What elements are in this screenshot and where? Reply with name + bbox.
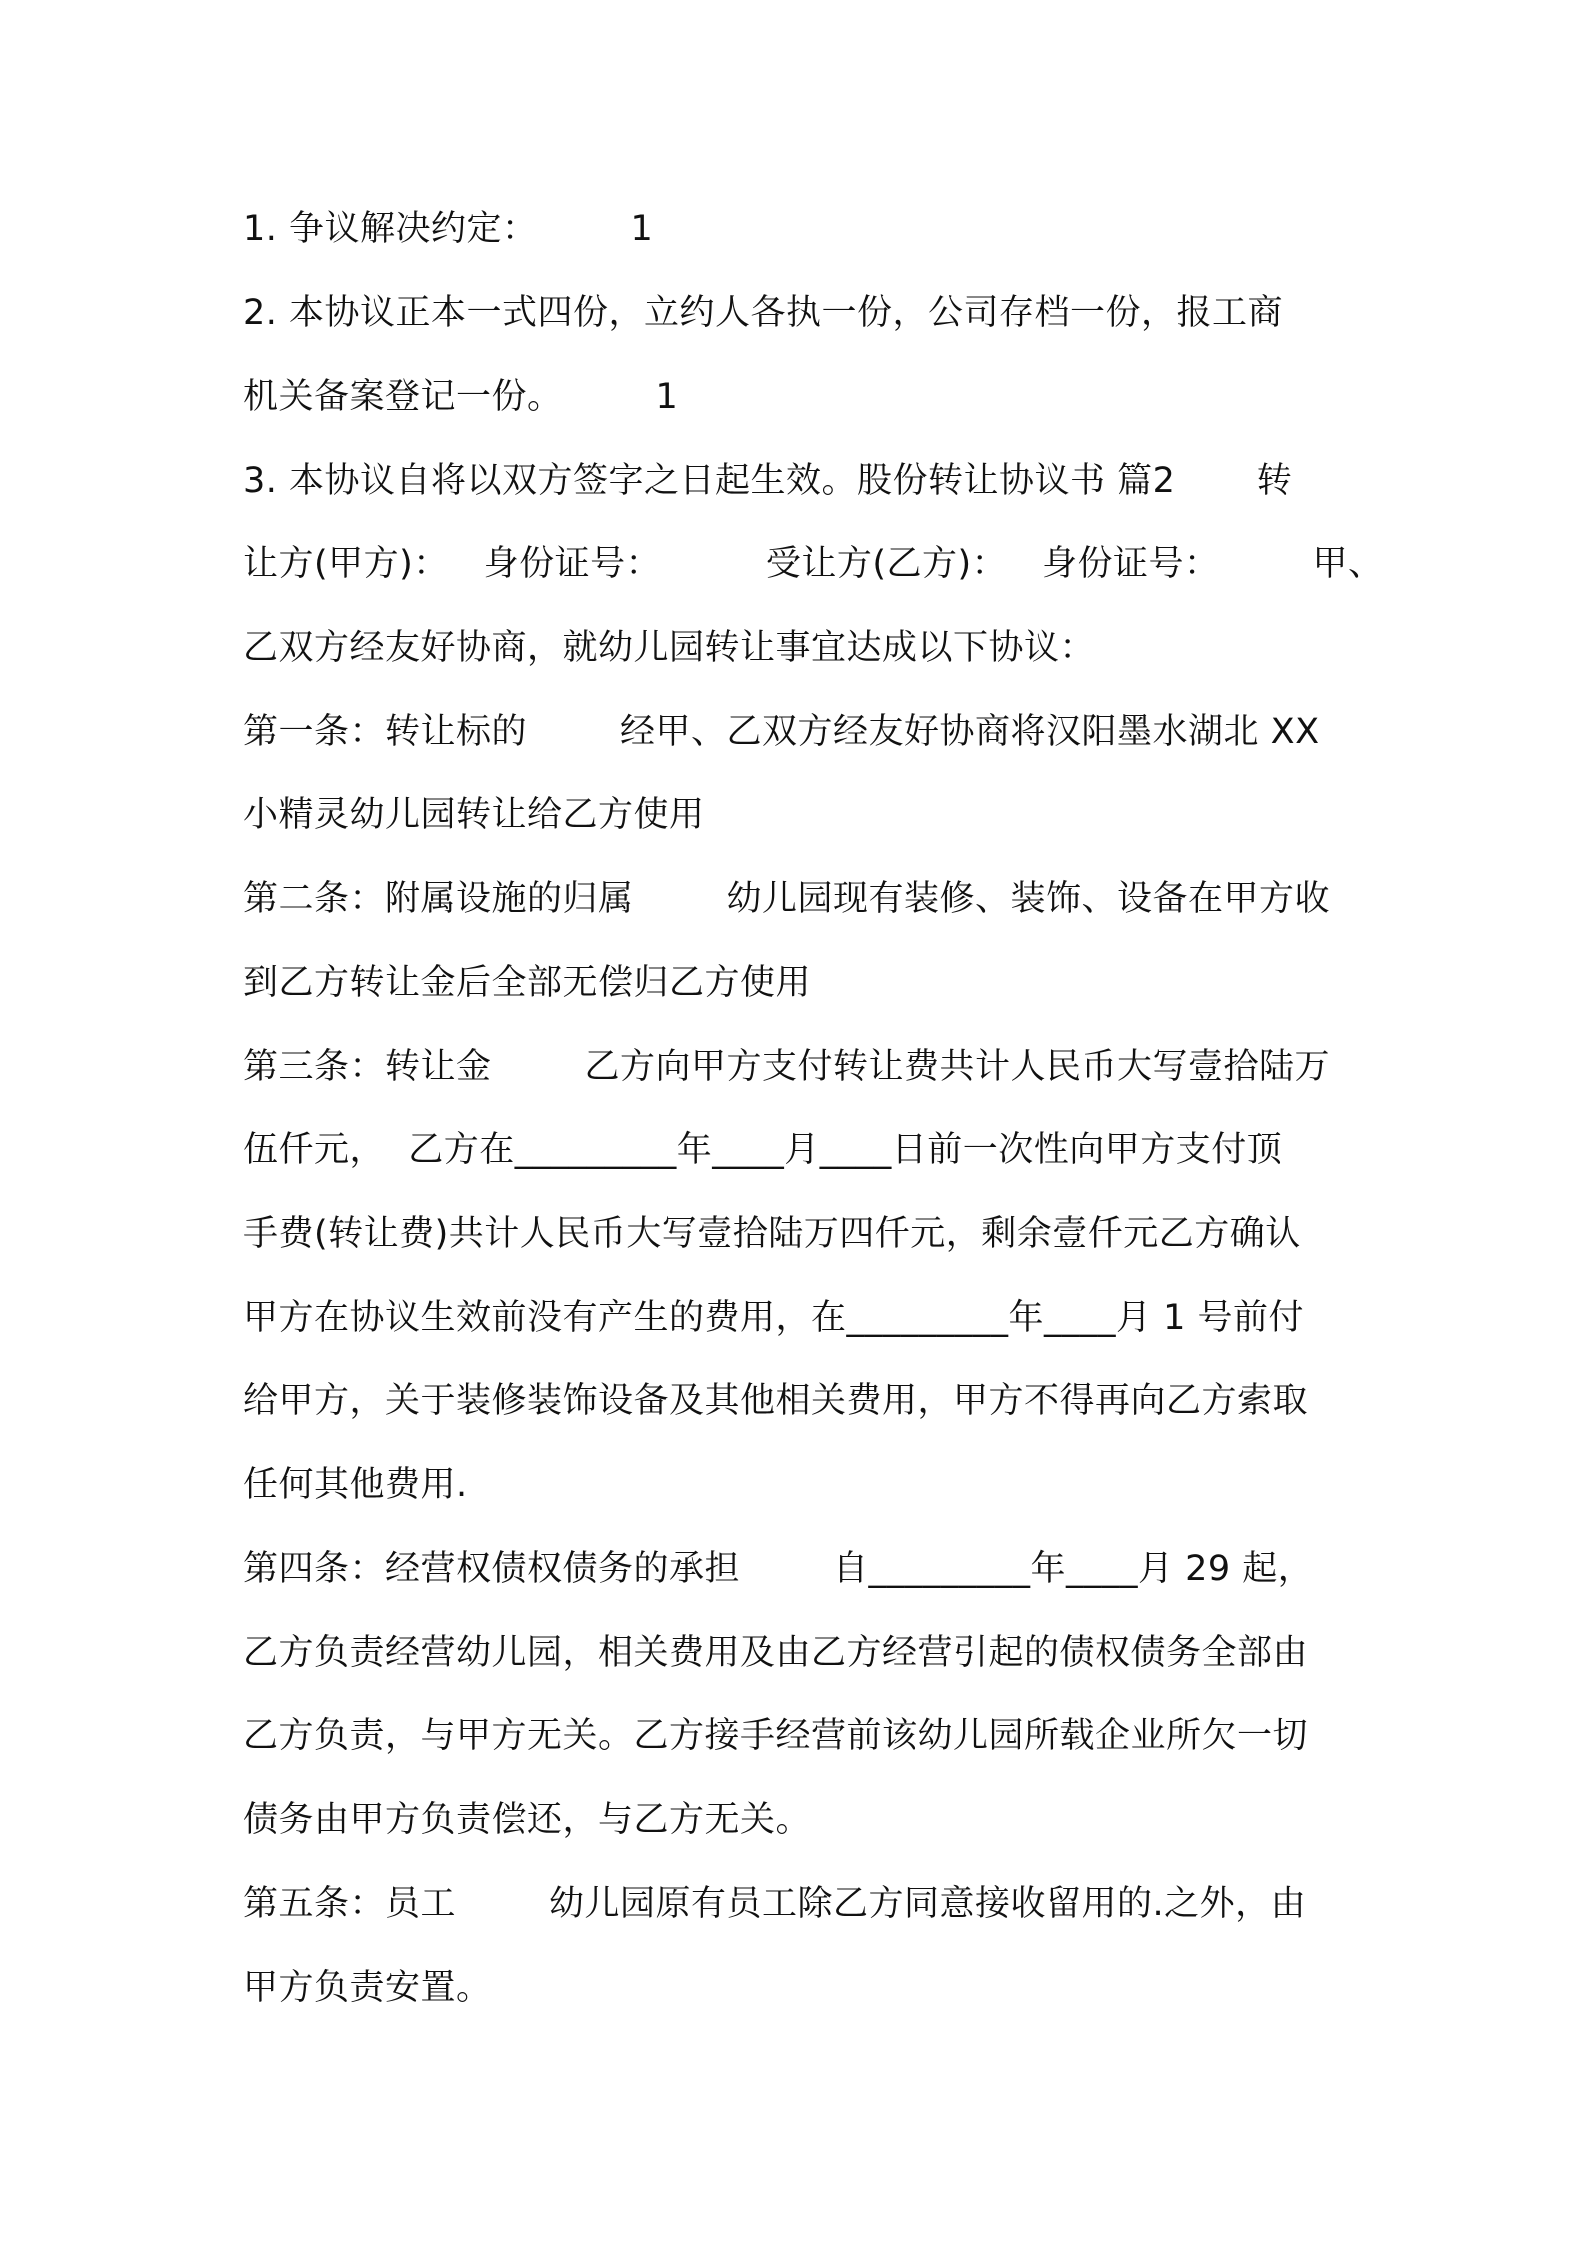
text-line: 给甲方，关于装修装饰设备及其他相关费用，甲方不得再向乙方索取 [243, 1381, 1309, 1421]
text-line: 第二条：附属设施的归属 幼儿园现有装修、装饰、设备在甲方收 [243, 879, 1331, 919]
text-line: 第五条：员工 幼儿园原有员工除乙方同意接收留用的.之外，由 [243, 1884, 1307, 1924]
text-line: 3. 本协议自将以双方签字之日起生效。股份转让协议书 篇2 转 [243, 461, 1293, 501]
text-line: 机关备案登记一份。 1 [243, 377, 679, 417]
text-line: 第三条：转让金 乙方向甲方支付转让费共计人民币大写壹拾陆万 [243, 1047, 1331, 1087]
text-line: 乙双方经友好协商，就幼儿园转让事宜达成以下协议： [243, 628, 1096, 668]
text-line: 让方(甲方)： 身份证号： 受让方(乙方)： 身份证号： 甲、 [243, 544, 1384, 584]
text-line: 手费(转让费)共计人民币大写壹拾陆万四仟元，剩余壹仟元乙方确认 [243, 1214, 1301, 1254]
text-line: 到乙方转让金后全部无偿归乙方使用 [243, 963, 812, 1003]
text-line: 乙方负责，与甲方无关。乙方接手经营前该幼儿园所载企业所欠一切 [243, 1716, 1309, 1756]
text-line: 乙方负责经营幼儿园，相关费用及由乙方经营引起的债权债务全部由 [243, 1633, 1309, 1673]
text-line: 甲方负责安置。 [243, 1968, 492, 2008]
text-line: 甲方在协议生效前没有产生的费用，在_________年____月 1 号前付 [243, 1298, 1305, 1338]
text-line: 2. 本协议正本一式四份，立约人各执一份，公司存档一份，报工商 [243, 293, 1284, 333]
text-line: 伍仟元， 乙方在_________年____月____日前一次性向甲方支付顶 [243, 1130, 1283, 1170]
text-line: 小精灵幼儿园转让给乙方使用 [243, 795, 705, 835]
text-line: 第四条：经营权债权债务的承担 自_________年____月 29 起， [243, 1549, 1314, 1589]
text-line: 1. 争议解决约定： 1 [243, 209, 654, 249]
text-line: 任何其他费用. [243, 1465, 468, 1505]
text-line: 第一条：转让标的 经甲、乙双方经友好协商将汉阳墨水湖北 XX [243, 712, 1320, 752]
text-line: 债务由甲方负责偿还，与乙方无关。 [243, 1800, 812, 1840]
